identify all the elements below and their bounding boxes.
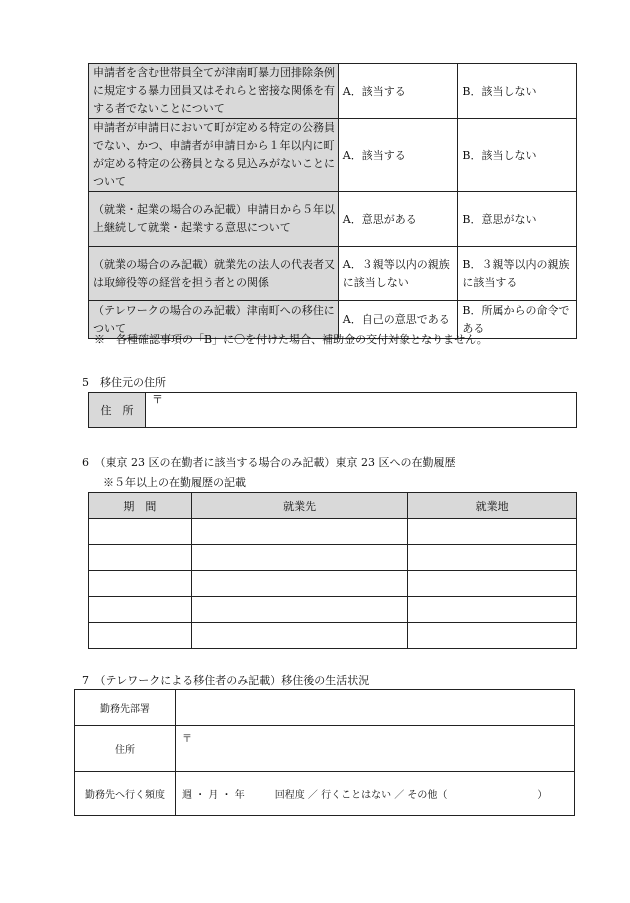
table-row	[89, 597, 577, 623]
table-row	[89, 519, 577, 545]
table-row	[89, 192, 577, 247]
address-label: 住所	[75, 726, 176, 772]
table-row	[89, 393, 577, 428]
option-b-cell[interactable]: B．意思がない	[458, 192, 577, 247]
location-cell[interactable]	[408, 623, 577, 649]
period-cell[interactable]	[89, 519, 192, 545]
address-field[interactable]	[146, 393, 577, 428]
table-row	[89, 247, 577, 301]
question-cell: （テレワークの場合のみ記載）津南町への移住について	[89, 301, 339, 339]
employer-cell[interactable]	[191, 623, 408, 649]
option-b-cell[interactable]: B．所属からの命令である	[458, 301, 577, 339]
table-row	[89, 571, 577, 597]
workplace-label: 勤務先部署	[75, 690, 176, 726]
living-situation-table	[74, 689, 575, 816]
employer-cell[interactable]	[191, 545, 408, 571]
section-5-title: 5 移住元の住所	[82, 376, 166, 389]
question-cell: 申請者を含む世帯員全てが津南町暴力団排除条例に規定する暴力団員又はそれらと密接な関係を有する者でないことについて	[89, 64, 339, 119]
table-row	[89, 119, 577, 192]
employment-history-table	[88, 492, 577, 649]
location-cell[interactable]	[408, 571, 577, 597]
option-a-cell[interactable]: A．自己の意思である	[338, 301, 458, 339]
period-cell[interactable]	[89, 597, 192, 623]
column-header-period: 期 間	[89, 493, 192, 519]
question-cell: （就業の場合のみ記載）就業先の法人の代表者又は取締役等の経営を担う者との関係	[89, 247, 339, 301]
origin-address-table	[88, 392, 577, 428]
employer-cell[interactable]	[191, 571, 408, 597]
table-row	[89, 545, 577, 571]
question-cell: 申請者が申請日において町が定める特定の公務員でない、かつ、申請者が申請日から１年以内に町が定める特定の公務員となる見込みがないことについて	[89, 119, 339, 192]
column-header-location: 就業地	[408, 493, 577, 519]
location-cell[interactable]	[408, 545, 577, 571]
workplace-field[interactable]	[176, 690, 575, 726]
confirmation-table	[88, 63, 577, 339]
postal-mark: 〒	[182, 734, 192, 745]
column-header-employer: 就業先	[191, 493, 408, 519]
section-7-title: 7 （テレワークによる移住者のみ記載）移住後の生活状況	[82, 674, 370, 687]
option-b-cell[interactable]: B．３親等以内の親族に該当する	[458, 247, 577, 301]
address-label: 住 所	[89, 393, 146, 428]
table-row	[89, 64, 577, 119]
option-a-cell[interactable]: A．３親等以内の親族に該当しない	[338, 247, 458, 301]
period-cell[interactable]	[89, 545, 192, 571]
section-6-subtitle: ※５年以上の在勤履歴の記載	[103, 476, 246, 489]
option-a-cell[interactable]: A．意思がある	[338, 192, 458, 247]
option-b-cell[interactable]: B．該当しない	[458, 119, 577, 192]
table-header-row	[89, 493, 577, 519]
address-field[interactable]	[176, 726, 575, 772]
employer-cell[interactable]	[191, 519, 408, 545]
note-text: ※ 各種確認事項の「B」に〇を付けた場合、補助金の交付対象となりません。	[94, 333, 488, 346]
option-a-cell[interactable]: A．該当する	[338, 64, 458, 119]
table-row	[75, 772, 575, 816]
location-cell[interactable]	[408, 597, 577, 623]
table-row	[75, 690, 575, 726]
option-a-cell[interactable]: A．該当する	[338, 119, 458, 192]
table-row	[75, 726, 575, 772]
location-cell[interactable]	[408, 519, 577, 545]
employer-cell[interactable]	[191, 597, 408, 623]
table-row	[89, 623, 577, 649]
frequency-label: 勤務先へ行く頻度	[75, 772, 176, 816]
period-cell[interactable]	[89, 571, 192, 597]
frequency-field[interactable]: 週 ・ 月 ・ 年 回程度 ／ 行くことはない ／ その他（ ）	[176, 772, 575, 816]
option-b-cell[interactable]: B．該当しない	[458, 64, 577, 119]
period-cell[interactable]	[89, 623, 192, 649]
postal-mark: 〒	[152, 393, 163, 406]
section-6-title: 6 （東京 23 区の在勤者に該当する場合のみ記載）東京 23 区への在勤履歴	[82, 456, 456, 469]
question-cell: （就業・起業の場合のみ記載）申請日から５年以上継続して就業・起業する意思について	[89, 192, 339, 247]
